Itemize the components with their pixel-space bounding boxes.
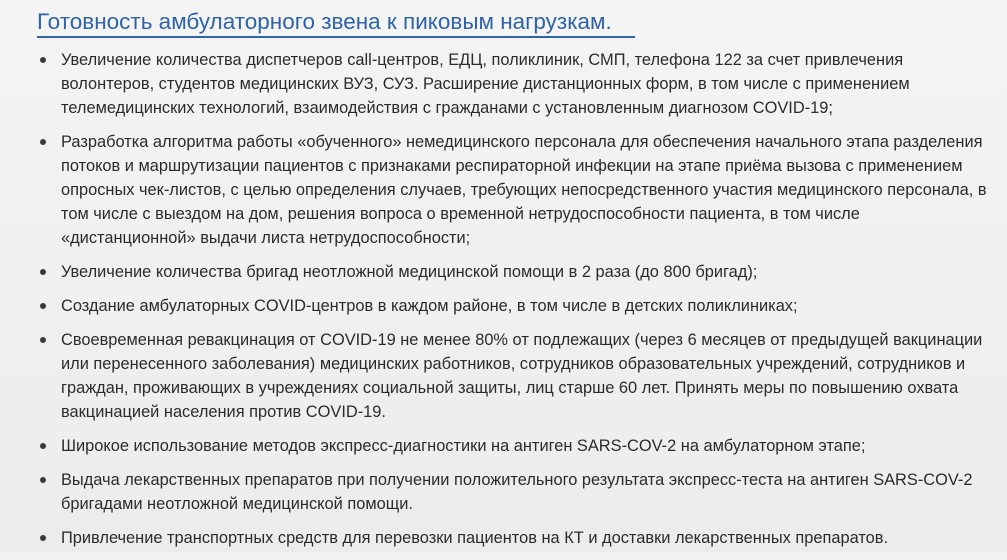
bullet-item-medication-dispensing: Выдача лекарственных препаратов при получении положительного результата экспресс-теста на антиген SARS-COV-2 бригадами неотложной медицинской помощи. <box>37 468 997 516</box>
bullet-item-transport: Привлечение транспортных средств для перевозки пациентов на КТ и доставки лекарственных препаратов. <box>37 526 997 550</box>
bullet-list <box>37 48 997 560</box>
title-underline <box>37 36 635 38</box>
bullet-item-express-diagnostics: Широкое использование методов экспресс-диагностики на антиген SARS-COV-2 на амбулаторном этапе; <box>37 434 997 458</box>
bullet-item-call-centers: Увеличение количества диспетчеров call-центров, ЕДЦ, поликлиник, СМП, телефона 122 за счет привлечения волонтеров, студентов медицинских ВУЗ, СУЗ. Расширение дистанционных форм, в том числе с применением телемедицинских технологий, взаимодействия с гражданами с установленным диагнозом COVID-19; <box>37 48 997 120</box>
bullet-item-emergency-teams: Увеличение количества бригад неотложной медицинской помощи в 2 раза (до 800 бригад); <box>37 260 997 284</box>
bullet-item-triage-algorithm: Разработка алгоритма работы «обученного» немедицинского персонала для обеспечения начального этапа разделения потоков и маршрутизации пациентов с признаками респираторной инфекции на этапе приёма вызова с применением опросных чек-листов, с целью определения случаев, требующих непосредственного участия медицинского персонала, в том числе с выездом на дом, решения вопроса о временной нетрудоспособности пациента, в том числе «дистанционной» выдачи листа нетрудоспособности; <box>37 130 997 250</box>
bullet-item-revaccination: Своевременная ревакцинация от COVID-19 не менее 80% от подлежащих (через 6 месяцев от предыдущей вакцинации или перенесенного заболевания) медицинских работников, сотрудников образовательных учреждений, сотрудников и граждан, проживающих в учреждениях социальной защиты, лиц старше 60 лет. Принять меры по повышению охвата вакцинацией населения против COVID-19. <box>37 328 997 424</box>
slide-title: Готовность амбулаторного звена к пиковым нагрузкам. <box>37 9 612 34</box>
bullet-item-covid-centers: Создание амбулаторных COVID-центров в каждом районе, в том числе в детских поликлиниках; <box>37 294 997 318</box>
